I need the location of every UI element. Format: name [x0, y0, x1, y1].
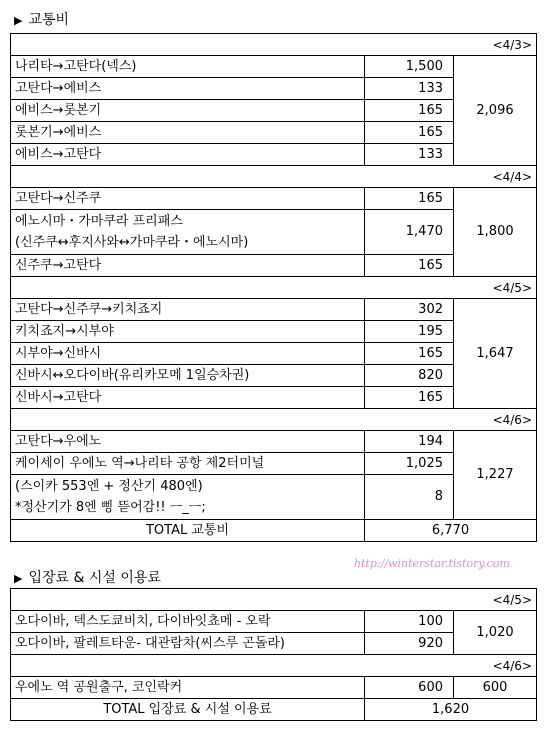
- section-heading-transport: [14, 9, 69, 29]
- total-row: [11, 699, 537, 721]
- transport-table: [10, 33, 537, 542]
- item-cell: 나리타→고탄다(넥스): [11, 56, 365, 78]
- item-cell: 오다이바, 팔레트타운- 대관람차(씨스루 곤돌라): [11, 633, 365, 655]
- item-cell: 키치죠지→시부야: [11, 321, 365, 343]
- cost-cell: 133: [365, 78, 454, 100]
- cost-cell: 165: [365, 122, 454, 144]
- cost-cell: 165: [365, 188, 454, 210]
- date-label: <4/6>: [11, 655, 537, 677]
- cost-cell: 920: [365, 633, 454, 655]
- date-row: [11, 34, 537, 56]
- table-row: [11, 188, 537, 210]
- cost-cell: 600: [365, 677, 454, 699]
- cost-cell: 165: [365, 343, 454, 365]
- item-cell: 고탄다→우에노: [11, 431, 365, 453]
- cost-cell: 165: [365, 255, 454, 277]
- item-cell: 오다이바, 덱스도쿄비치, 다이바잇쵸메 - 오락: [11, 611, 365, 633]
- date-label: <4/5>: [11, 589, 537, 611]
- cost-cell: 133: [365, 144, 454, 166]
- date-label: <4/3>: [11, 34, 537, 56]
- table-row: [11, 299, 537, 321]
- item-cell: 신바시↔오다이바(유리카모메 1일승차권): [11, 365, 365, 387]
- date-label: <4/6>: [11, 409, 537, 431]
- table-row: [11, 677, 537, 699]
- item-cell: 시부야→신바시: [11, 343, 365, 365]
- cost-cell: 194: [365, 431, 454, 453]
- total-value: 6,770: [365, 520, 537, 542]
- item-cell: 에비스→고탄다: [11, 144, 365, 166]
- admission-table: [10, 588, 537, 721]
- total-value: 1,620: [365, 699, 537, 721]
- triangle-bullet-icon: ▶: [14, 14, 23, 27]
- item-cell: 고탄다→에비스: [11, 78, 365, 100]
- item-cell: 고탄다→신주쿠→키치죠지: [11, 299, 365, 321]
- subtotal-cell: 1,227: [454, 431, 537, 520]
- total-label: TOTAL 입장료 & 시설 이용료: [11, 699, 365, 721]
- total-row: [11, 520, 537, 542]
- date-row: [11, 409, 537, 431]
- section-title: 교통비: [28, 12, 70, 28]
- date-row: [11, 277, 537, 299]
- cost-cell: 820: [365, 365, 454, 387]
- cost-cell: 195: [365, 321, 454, 343]
- cost-cell: 1,025: [365, 453, 454, 475]
- cost-cell: 100: [365, 611, 454, 633]
- subtotal-cell: 600: [454, 677, 537, 699]
- total-label: TOTAL 교통비: [11, 520, 365, 542]
- table-row: [11, 431, 537, 453]
- item-cell: 에비스→롯본기: [11, 100, 365, 122]
- item-cell: 신주쿠→고탄다: [11, 255, 365, 277]
- watermark: http://winterstar.tistory.com: [354, 557, 510, 570]
- section-heading-admission: [14, 567, 161, 587]
- subtotal-cell: 1,800: [454, 188, 537, 277]
- item-cell: 에노시마・가마쿠라 프리패스 (신주쿠↔후지사와↔가마쿠라・에노시마): [11, 210, 365, 255]
- section-title: 입장료 & 시설 이용료: [28, 570, 161, 586]
- date-label: <4/4>: [11, 166, 537, 188]
- triangle-bullet-icon: ▶: [14, 572, 23, 585]
- table-row: [11, 611, 537, 633]
- date-row: [11, 166, 537, 188]
- item-cell: (스이카 553엔 + 정산기 480엔) *정산기가 8엔 삥 뜯어감!! ㅡ_ㅡ;: [11, 475, 365, 520]
- cost-cell: 165: [365, 387, 454, 409]
- date-row: [11, 589, 537, 611]
- item-cell: 우에노 역 공원출구, 코인락커: [11, 677, 365, 699]
- cost-cell: 1,500: [365, 56, 454, 78]
- subtotal-cell: 1,647: [454, 299, 537, 409]
- date-label: <4/5>: [11, 277, 537, 299]
- cost-cell: 8: [365, 475, 454, 520]
- subtotal-cell: 1,020: [454, 611, 537, 655]
- subtotal-cell: 2,096: [454, 56, 537, 166]
- item-cell: 롯본기→에비스: [11, 122, 365, 144]
- item-cell: 케이세이 우에노 역→나리타 공항 제2터미널: [11, 453, 365, 475]
- item-cell: 고탄다→신주쿠: [11, 188, 365, 210]
- cost-cell: 302: [365, 299, 454, 321]
- table-row: [11, 56, 537, 78]
- item-cell: 신바시→고탄다: [11, 387, 365, 409]
- cost-cell: 1,470: [365, 210, 454, 255]
- cost-cell: 165: [365, 100, 454, 122]
- date-row: [11, 655, 537, 677]
